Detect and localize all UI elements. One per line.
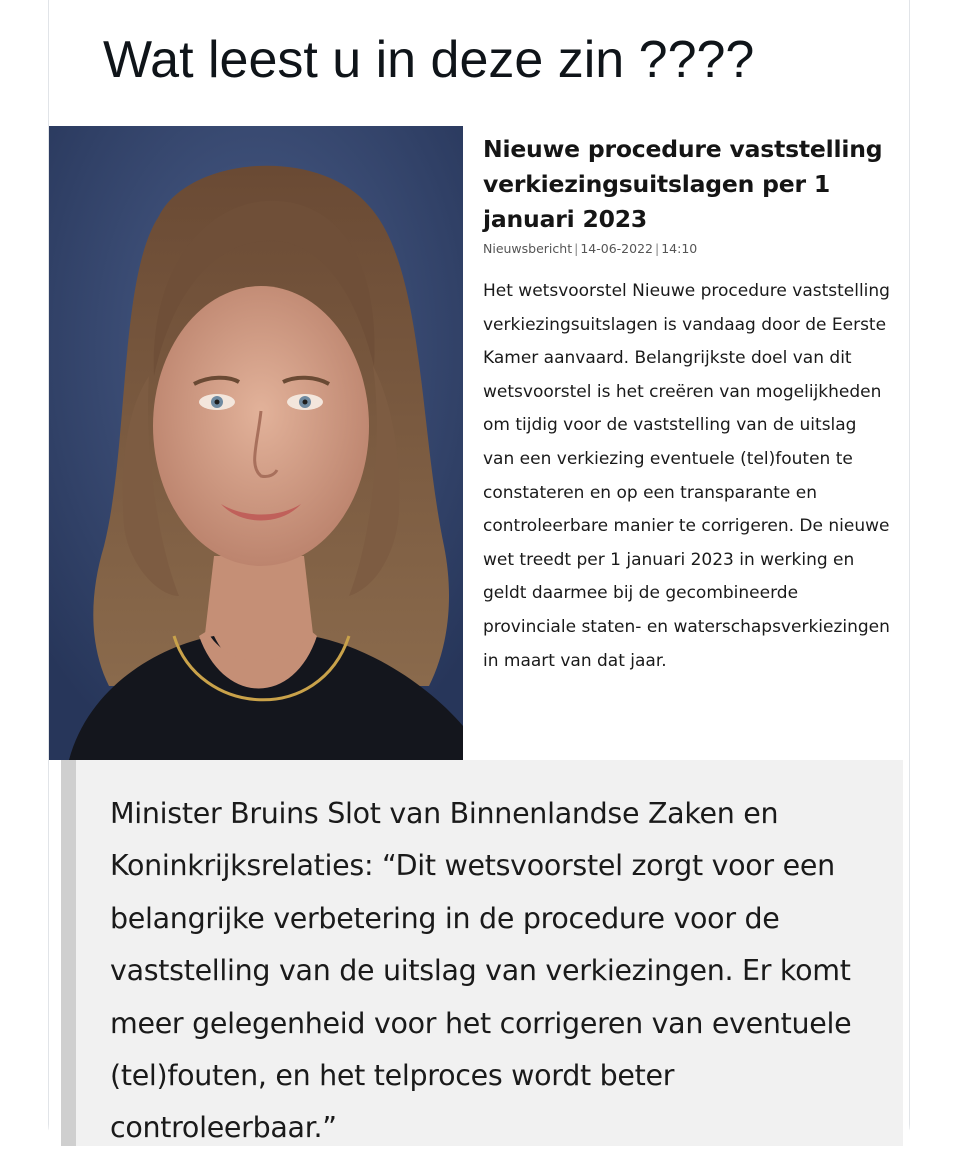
meta-separator: | [574, 241, 579, 256]
article-screenshot [49, 126, 909, 1146]
article-date: 14-06-2022 [580, 241, 653, 256]
article-body: Het wetsvoorstel Nieuwe procedure vaststelling verkiezingsuitslagen is vandaag door de Eerste Kamer aanvaard. Belangrijkste doel van dit wetsvoorstel is het creëren van mogelijkheden om tijdig voor de vaststelling van de uitslag van een verkiezing eventuele (tel)fouten te constateren en op een transparante en controleerbare manier te corrigeren. De nieuwe wet treedt per 1 januari 2023 in werking en geldt daarmee bij de gecombineerde provinciale staten- en waterschapsverkiezingen in maart van dat jaar. [483, 281, 890, 671]
quote-text: Minister Bruins Slot van Binnenlandse Zaken en Koninkrijksrelaties: “Dit wetsvoorstel zorgt voor een belangrijke verbetering in de procedure voor de vaststelling van de uitslag van verkiezingen. Er komt meer gelegenheid voor het corrigeren van eventuele (tel)fouten, en het telproces wordt beter controleerbaar.” [110, 797, 852, 1145]
article-meta [483, 239, 893, 259]
article-type: Nieuwsbericht [483, 241, 573, 256]
quote-block [61, 760, 903, 1146]
portrait-illustration [49, 126, 463, 760]
post-text: Wat leest u in deze zin ???? [103, 31, 755, 89]
portrait-photo [49, 126, 463, 760]
article-time: 14:10 [661, 241, 698, 256]
article-block [483, 132, 893, 678]
article-headline: Nieuwe procedure vaststelling verkiezingsuitslagen per 1 januari 2023 [483, 135, 883, 233]
meta-separator: | [654, 241, 660, 256]
